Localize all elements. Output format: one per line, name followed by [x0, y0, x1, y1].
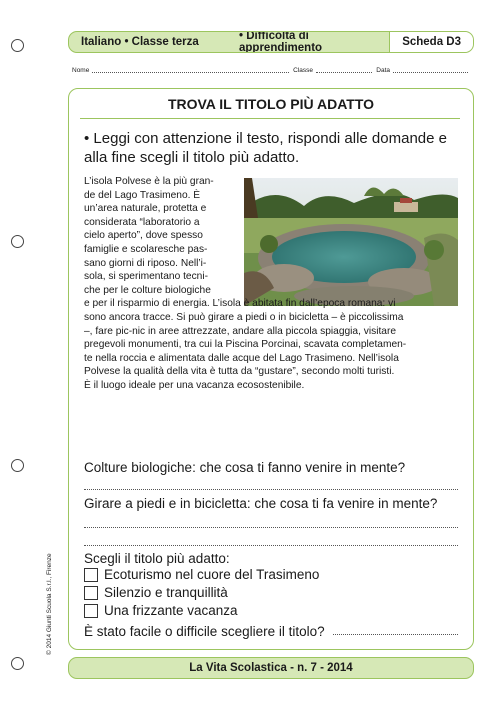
binder-hole	[11, 657, 24, 670]
class-label: Classe	[293, 67, 314, 74]
question-2: Girare a piedi e in bicicletta: che cosa ti fa venire in mente?	[84, 496, 438, 511]
option-2[interactable]	[84, 585, 228, 600]
header-bar	[68, 31, 474, 53]
text-line: un’area naturale, protetta e	[84, 203, 207, 215]
text-line: e per il risparmio di energia. L’isola è abitata fin dall’epoca romana: vi	[84, 298, 396, 310]
class-field[interactable]	[316, 67, 372, 73]
page-title: TROVA IL TITOLO PIÙ ADATTO	[167, 96, 375, 112]
question-1: Colture biologiche: che cosa ti fanno venire in mente?	[84, 460, 406, 475]
text-line: Polvese la qualità della vita è tutta da “gustare”, secondo molti turisti.	[84, 366, 395, 378]
text-line: che per le colture biologiche	[84, 284, 211, 296]
answer-line-1[interactable]	[84, 489, 458, 490]
copyright-credit: © 2014 Giunti Scuola S.r.l., Firenze	[46, 553, 53, 655]
option-1[interactable]	[84, 567, 319, 582]
text-line: considerata “laboratorio a	[84, 216, 200, 228]
answer-line-2[interactable]	[84, 527, 458, 528]
text-line: pregevoli monumenti, tra cui la Piscina Porcinai, scavata completamen-	[84, 339, 407, 351]
text-line: cielo aperto”, dove spesso	[84, 230, 203, 242]
option-3[interactable]	[84, 603, 238, 618]
date-field[interactable]	[393, 67, 468, 73]
subject-label: Italiano • Classe terza	[81, 36, 199, 48]
binder-hole	[11, 235, 24, 248]
final-question-row	[84, 624, 458, 639]
final-question: È stato facile o difficile scegliere il titolo?	[84, 624, 325, 639]
reading-text-full	[84, 297, 460, 392]
text-line: sola, si sperimentano tecni-	[84, 271, 209, 283]
name-field[interactable]	[92, 67, 289, 73]
option-3-checkbox[interactable]	[84, 604, 98, 618]
title-divider	[80, 118, 460, 119]
choose-label: Scegli il titolo più adatto:	[84, 551, 230, 566]
text-line: sano giorni di riposo. Nell’i-	[84, 257, 207, 269]
sheet-label: Scheda D3	[389, 32, 473, 52]
binder-hole	[11, 39, 24, 52]
instruction-text: • Leggi con attenzione il testo, rispondi alle domande e alla fine scegli il titolo più adatto.	[84, 130, 447, 166]
option-2-checkbox[interactable]	[84, 586, 98, 600]
answer-line-3[interactable]	[84, 545, 458, 546]
option-1-label: Ecoturismo nel cuore del Trasimeno	[104, 567, 320, 582]
option-1-checkbox[interactable]	[84, 568, 98, 582]
topic-label: • Difficoltà di apprendimento	[239, 31, 323, 53]
option-3-label: Una frizzante vacanza	[104, 603, 238, 618]
student-fields	[72, 67, 472, 74]
text-line: L’isola Polvese è la più gran-	[84, 176, 214, 187]
option-2-label: Silenzio e tranquillità	[104, 585, 228, 600]
text-line: sono ancora tracce. Si può girare a piedi o in bicicletta – è piccolissima	[84, 311, 404, 323]
text-line: de del Lago Trasimeno. È	[84, 189, 201, 201]
text-line: famiglie e scolaresche pas-	[84, 243, 208, 255]
name-label: Nome	[72, 67, 90, 74]
text-line: È il luogo ideale per una vacanza ecosostenibile.	[84, 379, 305, 391]
text-line: te nella roccia e alimentata dalle acque del Lago Trasimeno. Nell’isola	[84, 352, 399, 364]
footer-bar: La Vita Scolastica - n. 7 - 2014	[68, 657, 474, 679]
date-label: Data	[376, 67, 391, 74]
reading-text-wrapped	[84, 175, 238, 297]
reading-text	[84, 175, 460, 393]
final-answer-field[interactable]	[333, 624, 458, 635]
text-line: –, fare pic-nic in aree attrezzate, andare alla piccola spiaggia, visitare	[84, 325, 397, 337]
binder-hole	[11, 459, 24, 472]
